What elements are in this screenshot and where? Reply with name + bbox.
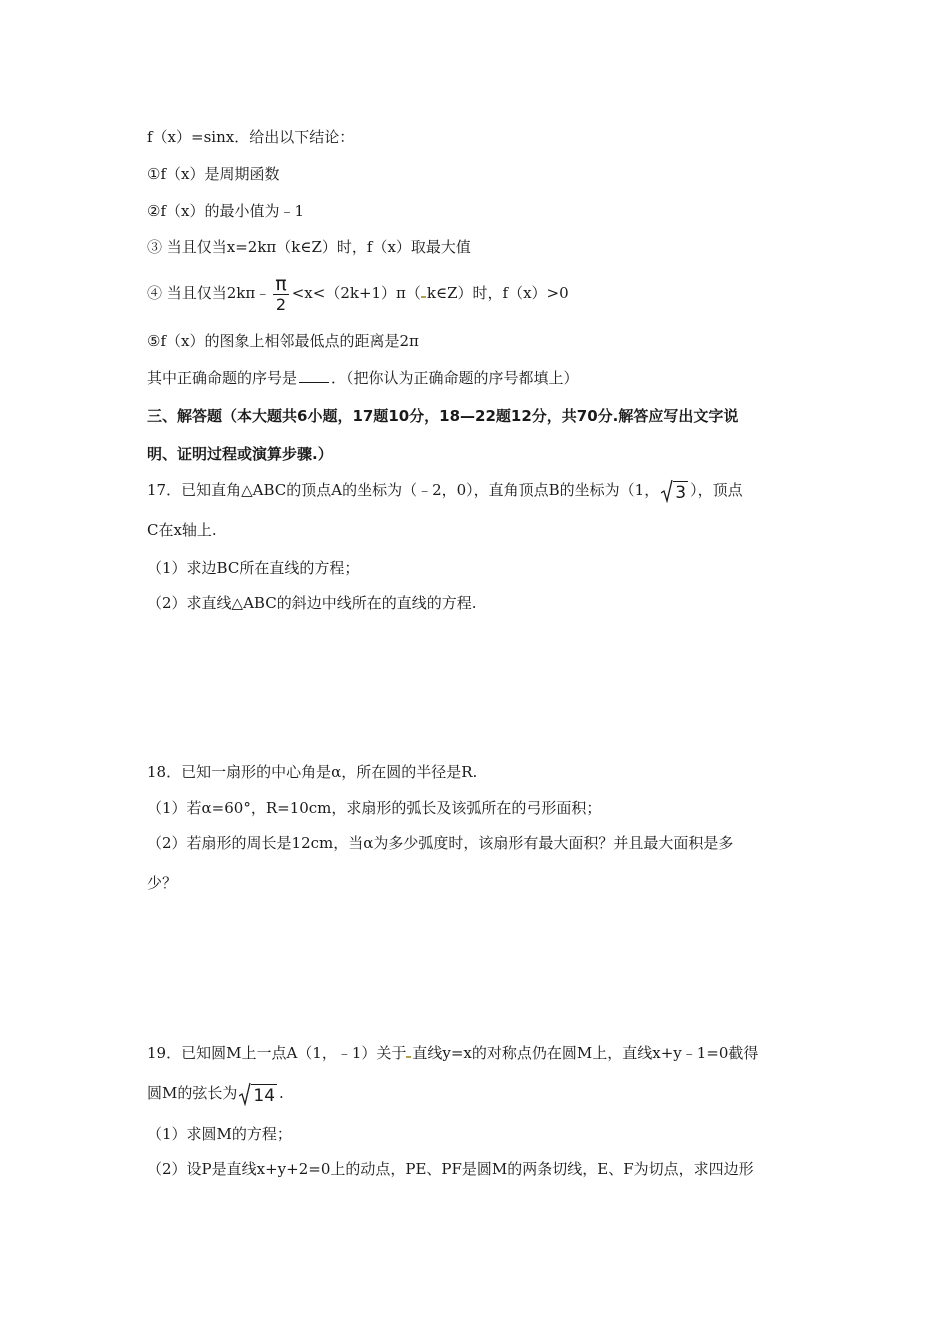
- conclusion-4-part-a: ④ 当且仅当2kπ﹣: [147, 284, 271, 302]
- question-19-line-2: [147, 1078, 284, 1108]
- text-line: f（x）=sinx．给出以下结论：: [147, 128, 355, 146]
- radicand: 14: [253, 1086, 276, 1106]
- radical-sign-icon: [239, 1082, 251, 1106]
- radicand: 3: [675, 483, 687, 503]
- question-17-part-a: 17．已知直角△ABC的顶点A的坐标为（﹣2，0），直角顶点B的坐标为（1，: [147, 481, 660, 499]
- section-heading-line-1: 三、解答题（本大题共6小题，17题10分，18—22题12分，共70分.解答应写出文字说: [147, 407, 739, 425]
- fraction-numerator: π: [275, 272, 287, 295]
- conclusion-1: ①f（x）是周期函数: [147, 165, 280, 183]
- question-17-part-b: ），顶点: [690, 481, 743, 499]
- conclusion-3: ③ 当且仅当x=2kπ（k∈Z）时，f（x）取最大值: [147, 238, 471, 256]
- sqrt-14: [239, 1082, 277, 1106]
- conclusion-2: ②f（x）的最小值为﹣1: [147, 202, 305, 220]
- question-19-sub-1: （1）求圆M的方程；: [147, 1125, 292, 1143]
- question-18-line-4: 少？: [147, 874, 178, 892]
- fill-in-question: [147, 367, 579, 389]
- question-19-part-a2: 直线y=x的对称点仍在圆M上，直线x+y﹣1=0截得: [412, 1044, 759, 1062]
- conclusion-4-part-b: <x<（2k+1）π（: [291, 284, 421, 302]
- question-17-line-2: C在x轴上.: [147, 521, 217, 539]
- fraction-denominator: 2: [275, 294, 287, 314]
- section-heading-line-2: 明、证明过程或演算步骤.）: [147, 445, 333, 463]
- question-17-sub-1: （1）求边BC所在直线的方程；: [147, 559, 360, 577]
- question-18-sub-2: （2）若扇形的周长是12cm，当α为多少弧度时，该扇形有最大面积？并且最大面积是多: [147, 834, 734, 852]
- conclusion-4: [147, 272, 569, 315]
- pi-over-2-fraction: [273, 274, 288, 315]
- question-17-sub-2: （2）求直线△ABC的斜边中线所在的直线的方程.: [147, 594, 477, 612]
- question-18-sub-1: （1）若α=60°，R=10cm，求扇形的弧长及该弧所在的弓形面积；: [147, 799, 602, 817]
- answer-blank: [299, 368, 329, 383]
- conclusion-4-part-c: k∈Z）时，f（x）>0: [426, 284, 569, 302]
- conclusion-5: ⑤f（x）的图象上相邻最低点的距离是2π: [147, 332, 419, 350]
- fill-in-note: ．（把你认为正确命题的序号都填上）: [331, 369, 579, 387]
- question-19-part-a1: 19．已知圆M上一点A（1，﹣1）关于: [147, 1044, 407, 1062]
- question-19-line-1: [147, 1042, 758, 1064]
- question-19-sub-2: （2）设P是直线x+y+2=0上的动点，PE、PF是圆M的两条切线，E、F为切点，求四边形: [147, 1160, 754, 1178]
- question-18-line-1: 18．已知一扇形的中心角是α，所在圆的半径是R.: [147, 763, 478, 781]
- tiny-mark-icon: [406, 1056, 411, 1058]
- question-19-part-b1: 圆M的弦长为: [147, 1084, 238, 1102]
- radical-sign-icon: [661, 479, 673, 503]
- question-19-part-b2: .: [279, 1084, 284, 1102]
- sqrt-3: [661, 479, 688, 503]
- fill-in-prompt: 其中正确命题的序号是: [147, 369, 298, 387]
- question-17-line-1: [147, 475, 743, 505]
- tiny-mark-icon: [421, 296, 426, 298]
